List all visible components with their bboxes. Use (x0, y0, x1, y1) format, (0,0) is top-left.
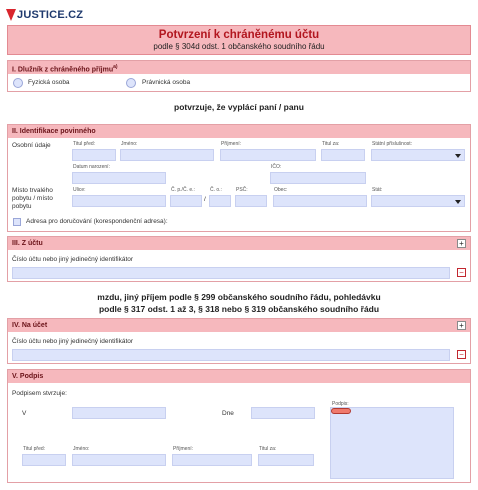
state-select[interactable] (371, 195, 465, 207)
signature-label: Podpis: (332, 401, 349, 407)
signature-field[interactable] (330, 407, 454, 479)
psc-label: PSČ: (236, 187, 248, 193)
sig-first-name-label: Jméno: (73, 446, 90, 452)
income-text-line2: podle § 317 odst. 1 až 3, § 318 nebo § 319 občanského soudního řádu (98, 304, 380, 314)
delivery-address-checkbox[interactable] (13, 218, 21, 226)
sig-title-before-input[interactable] (22, 454, 66, 466)
section-from-account (7, 236, 471, 282)
last-name-input[interactable] (220, 149, 316, 161)
section-signature (7, 369, 471, 483)
ico-input[interactable] (270, 172, 366, 184)
section-identification (7, 124, 471, 232)
ico-label: IČO: (271, 164, 282, 170)
state-label: Stát: (372, 187, 383, 193)
section-debtor (7, 60, 471, 92)
first-name-input[interactable] (120, 149, 214, 161)
radio-legal-person-label: Právnická osoba (142, 79, 191, 86)
chevron-down-icon (455, 200, 461, 204)
footnote-marker: a) (113, 64, 118, 70)
citizenship-select[interactable] (371, 149, 465, 161)
section-debtor-heading (8, 61, 470, 74)
section-identification-heading: II. Identifikace povinného (8, 125, 470, 138)
sig-title-after-input[interactable] (258, 454, 314, 466)
from-account-label: Číslo účtu nebo jiný jedinečný identifikátor (12, 256, 134, 263)
birth-date-input[interactable] (72, 172, 166, 184)
logo-mark-icon (6, 9, 16, 21)
last-name-label: Příjmení: (221, 141, 242, 147)
to-account-label: Číslo účtu nebo jiný jedinečný identifikátor (12, 338, 134, 345)
sig-title-before-label: Titul před: (23, 446, 46, 452)
justice-logo (6, 7, 83, 23)
radio-natural-person-label: Fyzická osoba (28, 79, 70, 86)
radio-natural-person[interactable] (13, 78, 23, 88)
section-signature-heading: V. Podpis (8, 370, 470, 383)
title-before-input[interactable] (72, 149, 116, 161)
house-no-label: Č. p./Č. e.: (171, 187, 195, 193)
form-title: Potvrzení k chráněnému účtu (158, 29, 320, 41)
remove-account-button[interactable]: − (457, 350, 466, 359)
logo-text: JUSTICE.CZ (17, 9, 84, 21)
municipality-label: Obec: (274, 187, 288, 193)
number-slash: / (204, 196, 206, 203)
orient-no-label: Č. o.: (210, 187, 222, 193)
form-subtitle: podle § 304d odst. 1 občanského soudního řádu (153, 42, 325, 51)
signature-marker-icon (331, 408, 351, 414)
radio-legal-person[interactable] (126, 78, 136, 88)
delivery-address-label: Adresa pro doručování (korespondenční adresa): (26, 218, 168, 225)
date-input[interactable] (251, 407, 315, 419)
section-to-account-heading: IV. Na účet (8, 319, 470, 332)
address-label: Místo trvalého pobytu / místo pobytu (12, 187, 53, 210)
place-input[interactable] (72, 407, 166, 419)
date-label: Dne (222, 410, 234, 417)
title-after-input[interactable] (321, 149, 365, 161)
municipality-input[interactable] (273, 195, 367, 207)
title-before-label: Titul před: (73, 141, 96, 147)
title-after-label: Titul za: (322, 141, 340, 147)
street-label: Ulice: (73, 187, 86, 193)
psc-input[interactable] (235, 195, 267, 207)
remove-account-button[interactable]: − (457, 268, 466, 277)
citizenship-label: Státní příslušnost: (372, 141, 413, 147)
form-title-box (7, 25, 471, 55)
first-name-label: Jméno: (121, 141, 138, 147)
income-text-line1: mzdu, jiný příjem podle § 299 občanského soudního řádu, pohledávku (97, 292, 381, 302)
house-no-input[interactable] (170, 195, 202, 207)
personal-data-label: Osobní údaje (12, 142, 51, 149)
sig-first-name-input[interactable] (72, 454, 166, 466)
add-account-button[interactable]: + (457, 321, 466, 330)
confirm-text: potvrzuje, že vyplácí paní / panu (174, 102, 304, 112)
section-from-account-heading: III. Z účtu (8, 237, 470, 250)
section-debtor-title: I. Dlužník z chráněného příjmu (12, 66, 114, 74)
from-account-input[interactable] (12, 267, 450, 279)
signature-confirm-label: Podpisem stvrzuje: (12, 390, 67, 397)
chevron-down-icon (455, 154, 461, 158)
orient-no-input[interactable] (209, 195, 231, 207)
add-account-button[interactable]: + (457, 239, 466, 248)
sig-last-name-input[interactable] (172, 454, 252, 466)
sig-last-name-label: Příjmení: (173, 446, 194, 452)
sig-title-after-label: Titul za: (259, 446, 277, 452)
street-input[interactable] (72, 195, 166, 207)
section-to-account (7, 318, 471, 364)
to-account-input[interactable] (12, 349, 450, 361)
place-label: V (22, 410, 27, 417)
birth-date-label: Datum narození: (73, 164, 110, 170)
